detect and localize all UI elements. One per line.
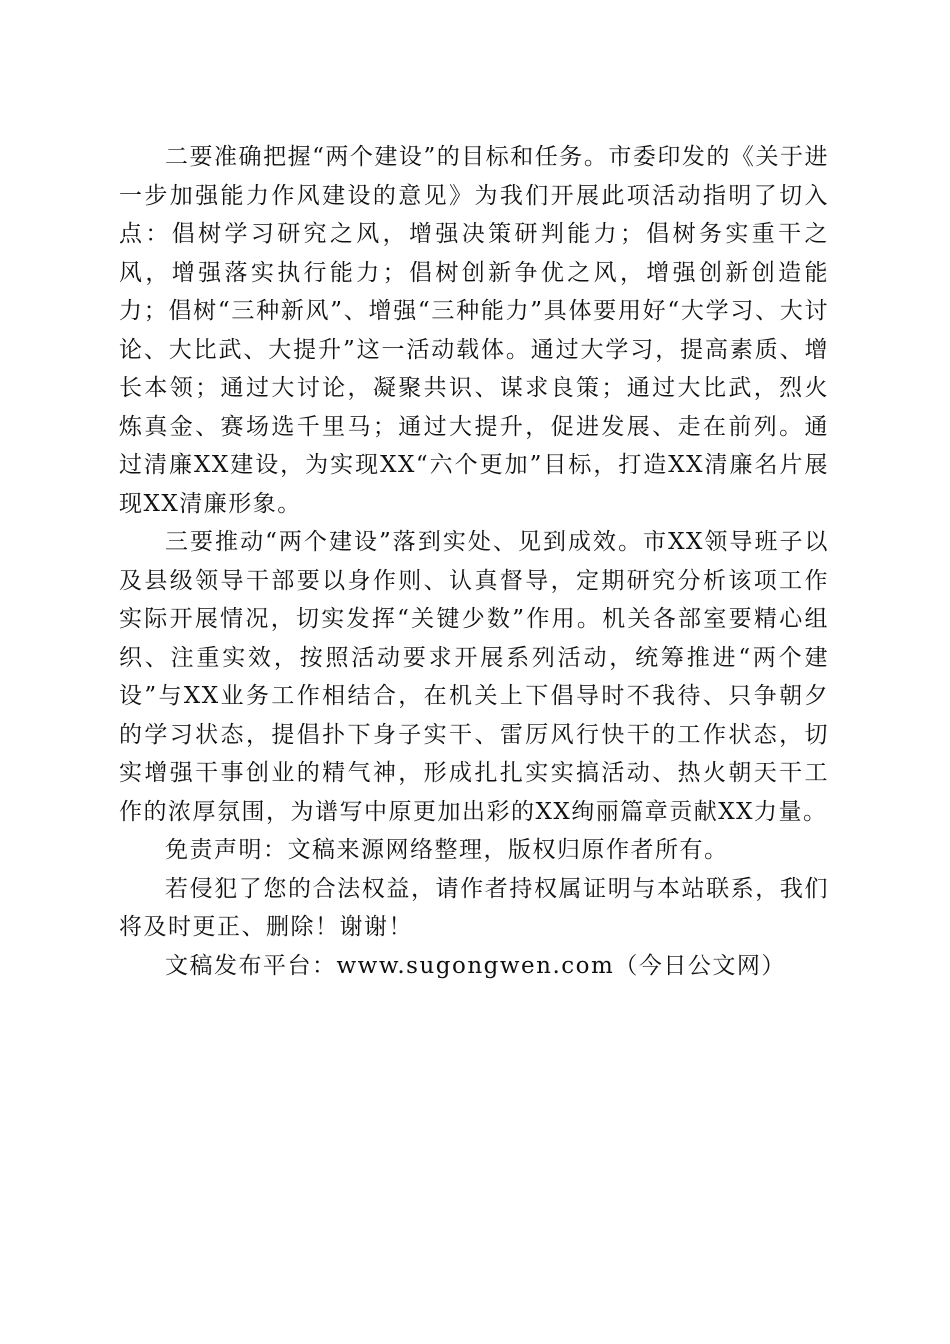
paragraph-two-objectives: 二要准确把握“两个建设”的目标和任务。市委印发的《关于进一步加强能力作风建设的意见》为我们开展此项活动指明了切入点：倡树学习研究之风，增强决策研判能力；倡树务实重干之风，增强落实执行能力；倡树创新争优之风，增强创新创造能力；倡树“三种新风”、增强“三种能力”具体要用好“大学习、大讨论、大比武、大提升”这一活动载体。通过大学习，提高素质、增长本领；通过大讨论，凝聚共识、谋求良策；通过大比武，烈火炼真金、赛场选千里马；通过大提升，促进发展、走在前列。通过清廉XX建设，为实现XX“六个更加”目标，打造XX清廉名片展现XX清廉形象。 — [119, 144, 829, 517]
paragraph-three-implementation: 三要推动“两个建设”落到实处、见到成效。市XX领导班子以及县级领导干部要以身作则、认真督导，定期研究分析该项工作实际开展情况，切实发挥“关键少数”作用。机关各部室要精心组织、注重实效，按照活动要求开展系列活动，统筹推进“两个建设”与XX业务工作相结合，在机关上下倡导时不我待、只争朝夕的学习状态，提倡扑下身子实干、雷厉风行快干的工作状态，切实增强干事创业的精气神，形成扎扎实实搞活动、热火朝天干工作的浓厚氛围，为谱写中原更加出彩的XX绚丽篇章贡献XX力量。 — [119, 529, 829, 825]
disclaimer-line: 免责声明：文稿来源网络整理，版权归原作者所有。 — [165, 837, 729, 863]
document-body — [119, 138, 829, 985]
publish-platform-line: 文稿发布平台：www.sugongwen.com（今日公文网） — [165, 952, 786, 979]
infringement-notice: 若侵犯了您的合法权益，请作者持权属证明与本站联系，我们将及时更正、删除！谢谢！ — [119, 875, 829, 940]
